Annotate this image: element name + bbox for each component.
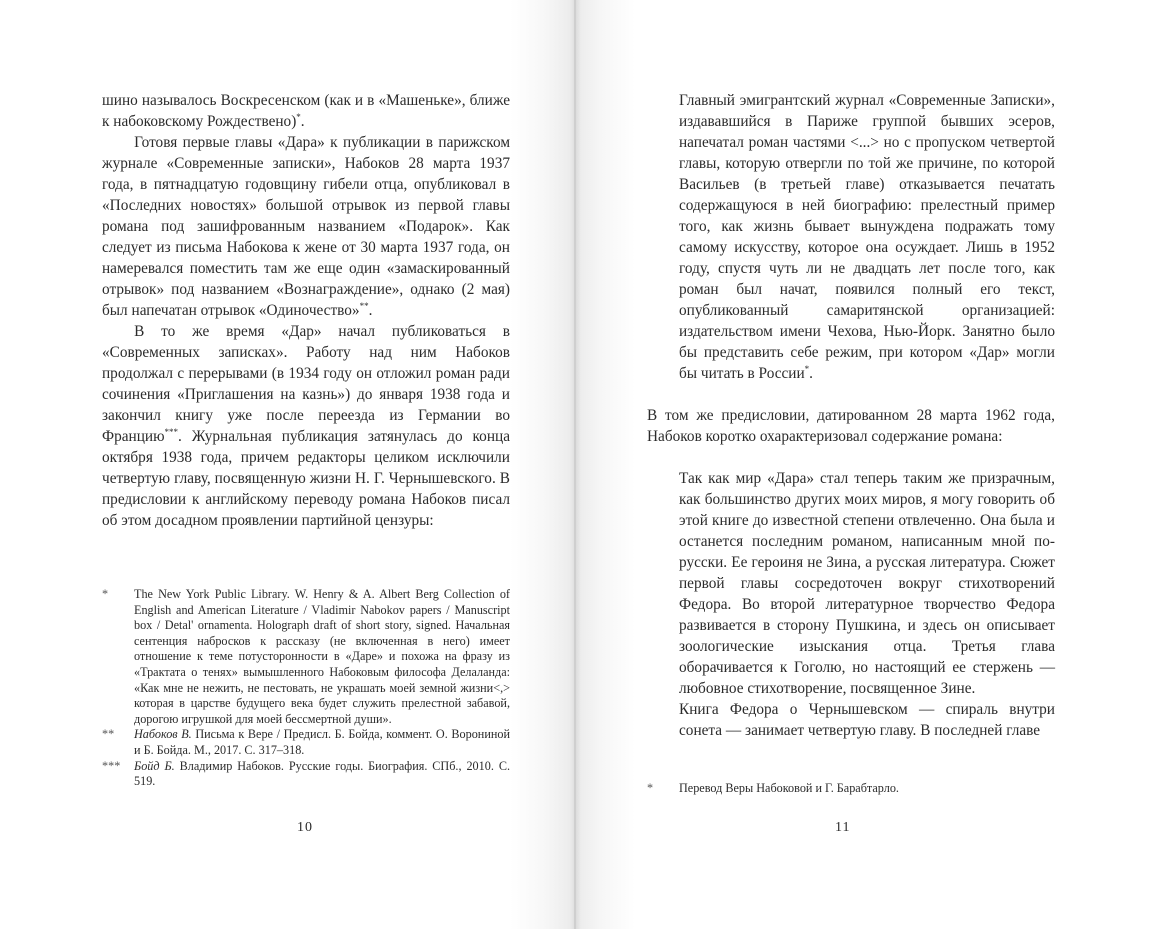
punctuation: . bbox=[809, 365, 813, 382]
footnote bbox=[102, 727, 510, 758]
footnote-body: Владимир Набоков. Русские годы. Биография. СПб., 2010. С. 519. bbox=[134, 758, 510, 789]
paragraph-text: В то же время «Дар» начал публиковаться в «Современных записках». Работу над ним Набоков продолжал с перерывами (в 1934 году он отложил роман ради сочинения «Приглашения на казнь») до января 1938 года и закончил книгу уже после переезда из Германии во Францию bbox=[102, 323, 510, 445]
paragraph-text: . Журнальная публикация затянулась до конца октября 1938 года, причем редакторы целиком исключили четвертую главу, посвященную жизни Н. Г. Чернышевского. В предисловии к английскому переводу романа Набоков писал об этом досадном проявлении партийной цензуры: bbox=[102, 428, 510, 529]
spacer bbox=[647, 447, 1055, 468]
block-quote bbox=[679, 90, 1055, 384]
footnote-ref[interactable]: * bbox=[296, 112, 301, 122]
footnote-body: Письма к Вере / Предисл. Б. Бойда, коммент. О. Ворониной и Б. Бойда. М., 2017. С. 317–318. bbox=[134, 727, 510, 757]
paragraph bbox=[102, 132, 510, 321]
paragraph-text: Готовя первые главы «Дара» к публикации в парижском журнале «Современные записки», Набоков 28 марта 1937 года, в пятнадцатую годовщину гибели отца, опубликовал в «Последних новостях» большой отрывок из первой главы романа под зашифрованным названием «Подарок». Как следует из письма Набокова к жене от 30 марта 1937 года, он намеревался поместить там же еще один «замаскированный отрывок» под названием «Вознаграждение», однако (2 мая) был напечатан отрывок «Одиночество» bbox=[102, 134, 510, 319]
footnote-ref[interactable]: *** bbox=[164, 427, 179, 437]
footnote-text bbox=[134, 759, 510, 790]
footnote-author: Бойд Б. bbox=[134, 758, 175, 773]
left-page-body bbox=[102, 90, 510, 531]
continuation-paragraph bbox=[102, 90, 510, 132]
paragraph-text: шино называлось Воскресенском (как и в «Машеньке», ближе к набоковскому Рождествено) bbox=[102, 92, 510, 130]
footnote-author: Набоков В. bbox=[134, 727, 192, 742]
page-number-left: 10 bbox=[297, 820, 313, 835]
footnote bbox=[647, 781, 1025, 797]
footnote bbox=[102, 759, 510, 790]
footnote bbox=[102, 587, 510, 727]
footnote-mark: * bbox=[102, 587, 109, 601]
left-footnotes bbox=[102, 587, 510, 790]
paragraph bbox=[102, 321, 510, 531]
punctuation: . bbox=[300, 113, 305, 130]
footnote-text: Перевод Веры Набоковой и Г. Барабтарло. bbox=[679, 781, 899, 795]
footnote-ref[interactable]: ** bbox=[359, 301, 369, 311]
footnote-mark: * bbox=[647, 781, 654, 795]
footnote-text bbox=[134, 587, 510, 727]
quote-text: Главный эмигрантский журнал «Современные Записки», издававшийся в Париже группой бывших эсеров, напечатал роман частями <...> но с пропуском четвертой главы, которую отвергли по той же причине, по которой Васильев (в третьей главе) отказывается печатать содержащуюся в ней биографию: прелестный пример того, как жизнь бывает вынуждена подражать тому самому искусству, которое она осуждает. Лишь в 1952 году, спустя чуть ли не двадцать лет после того, как роман был начат, появился полный его текст, опубликованный самаритянской организацией: издательством имени Чехова, Нью-Йорк. Занятно было бы представить себе режим, при котором «Дар» могли бы читать в России bbox=[679, 92, 1055, 382]
punctuation: . bbox=[368, 302, 373, 319]
block-quote: Книга Федора о Чернышевском — спираль внутри сонета — занимает четвертую главу. В последней главе bbox=[679, 701, 1055, 739]
footnote-mark: ** bbox=[102, 727, 115, 742]
paragraph: В том же предисловии, датированном 28 марта 1962 года, Набоков коротко охарактеризовал содержание романа: bbox=[647, 407, 1055, 445]
footnote-mark: *** bbox=[102, 758, 121, 773]
footnote-body: The New York Public Library. W. Henry & A. Albert Berg Collection of English and American Literature / Vladimir Nabokov papers / Manuscript box / Detal' ornamenta. Holograph draft of short story, signed. Начальная сентенция набросков к рассказу (не включенная в него) имеет отношение к теме потусторонности в «Даре» и похожа на фразу из «Трактата о тенях» вымышленного Набоковым философа Делаланда: «Как мне не нежить, не пестовать, не украшать моей земной жизни<,> которая в царстве будущего века будет служить прелестной забавой, дорогою игрушкой для моей бессмертной души». bbox=[134, 587, 510, 726]
right-page-body bbox=[647, 90, 1055, 741]
footnote-text bbox=[134, 727, 510, 758]
page-number-right: 11 bbox=[835, 820, 851, 835]
book-gutter bbox=[574, 0, 576, 929]
footnote-ref[interactable]: * bbox=[804, 364, 810, 374]
right-footnotes bbox=[647, 781, 1025, 797]
spacer bbox=[647, 384, 1055, 405]
block-quote: Так как мир «Дара» стал теперь таким же призрачным, как большинство других моих миров, я могу говорить об этой книге до известной степени отвлеченно. Она была и останется последним романом, написанным мной по-русски. Ее героиня не Зина, а русская литература. Сюжет первой главы сосредоточен вокруг стихотворений Федора. Во второй литературное творчество Федора развивается в сторону Пушкина, и здесь он описывает зоологические изыскания отца. Третья глава оборачивается к Гоголю, но настоящий ее стержень — любовное стихотворение, посвященное Зине. bbox=[679, 470, 1055, 697]
